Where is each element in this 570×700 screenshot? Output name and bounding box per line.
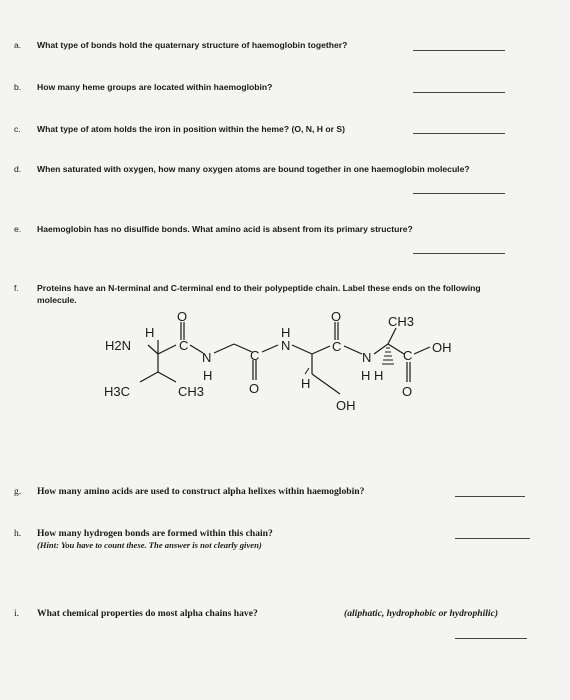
question-number: b. [14, 82, 22, 92]
answer-line-e[interactable] [413, 253, 505, 254]
o-label: O [331, 309, 342, 324]
answer-line-i[interactable] [455, 638, 527, 639]
question-text: When saturated with oxygen, how many oxygen atoms are bound together in one haemoglobin molecule? [37, 164, 470, 174]
question-number: g. [14, 486, 22, 497]
question-text: What type of atom holds the iron in position within the heme? (O, N, H or S) [37, 124, 345, 134]
h-label: H [281, 325, 291, 340]
answer-line-b[interactable] [413, 92, 505, 93]
c-label: C [179, 338, 189, 353]
hh-label: H H [361, 368, 384, 383]
question-text: Proteins have an N-terminal and C-terminal end to their polypeptide chain. Label these ends on the following [37, 283, 481, 293]
question-text: How many heme groups are located within haemoglobin? [37, 82, 273, 92]
polypeptide-molecule-diagram [0, 300, 570, 430]
h-label: H [301, 376, 311, 391]
question-text: How many hydrogen bonds are formed within this chain? [37, 528, 273, 539]
c-label: C [332, 339, 342, 354]
question-text: What type of bonds hold the quaternary structure of haemoglobin together? [37, 40, 348, 50]
question-text-continued: molecule. [37, 295, 77, 305]
ch3-label: CH3 [388, 314, 415, 329]
answer-line-c[interactable] [413, 133, 505, 134]
question-hint: (aliphatic, hydrophobic or hydrophilic) [344, 608, 499, 619]
o-label: O [177, 309, 188, 324]
question-number: d. [14, 164, 22, 174]
answer-line-a[interactable] [413, 50, 505, 51]
question-number: a. [14, 40, 22, 50]
n-label: N [202, 350, 212, 365]
h3c-label: H3C [104, 384, 131, 399]
c-label: C [403, 348, 413, 363]
c-label: C [250, 348, 260, 363]
answer-line-d[interactable] [413, 193, 505, 194]
question-number: h. [14, 528, 22, 539]
question-text: How many amino acids are used to construct alpha helixes within haemoglobin? [37, 486, 365, 497]
question-number: e. [14, 224, 22, 234]
n-label: N [281, 338, 291, 353]
oh-label: OH [336, 398, 356, 413]
question-number: c. [14, 124, 21, 134]
o-label: O [249, 381, 260, 396]
answer-line-g[interactable] [455, 496, 525, 497]
oh-label: OH [432, 340, 452, 355]
question-hint: (Hint: You have to count these. The answer is not clearly given) [37, 540, 262, 550]
h-label: H [145, 325, 155, 340]
n-label: N [362, 350, 372, 365]
ch3-label: CH3 [178, 384, 205, 399]
h2n-label: H2N [105, 338, 132, 353]
h-label: H [203, 368, 213, 383]
question-number: f. [14, 283, 19, 293]
answer-line-h[interactable] [455, 538, 530, 539]
question-text: What chemical properties do most alpha chains have? [37, 608, 258, 619]
o-label: O [402, 384, 413, 399]
question-text: Haemoglobin has no disulfide bonds. What amino acid is absent from its primary structure? [37, 224, 413, 234]
question-number: i. [14, 608, 20, 619]
